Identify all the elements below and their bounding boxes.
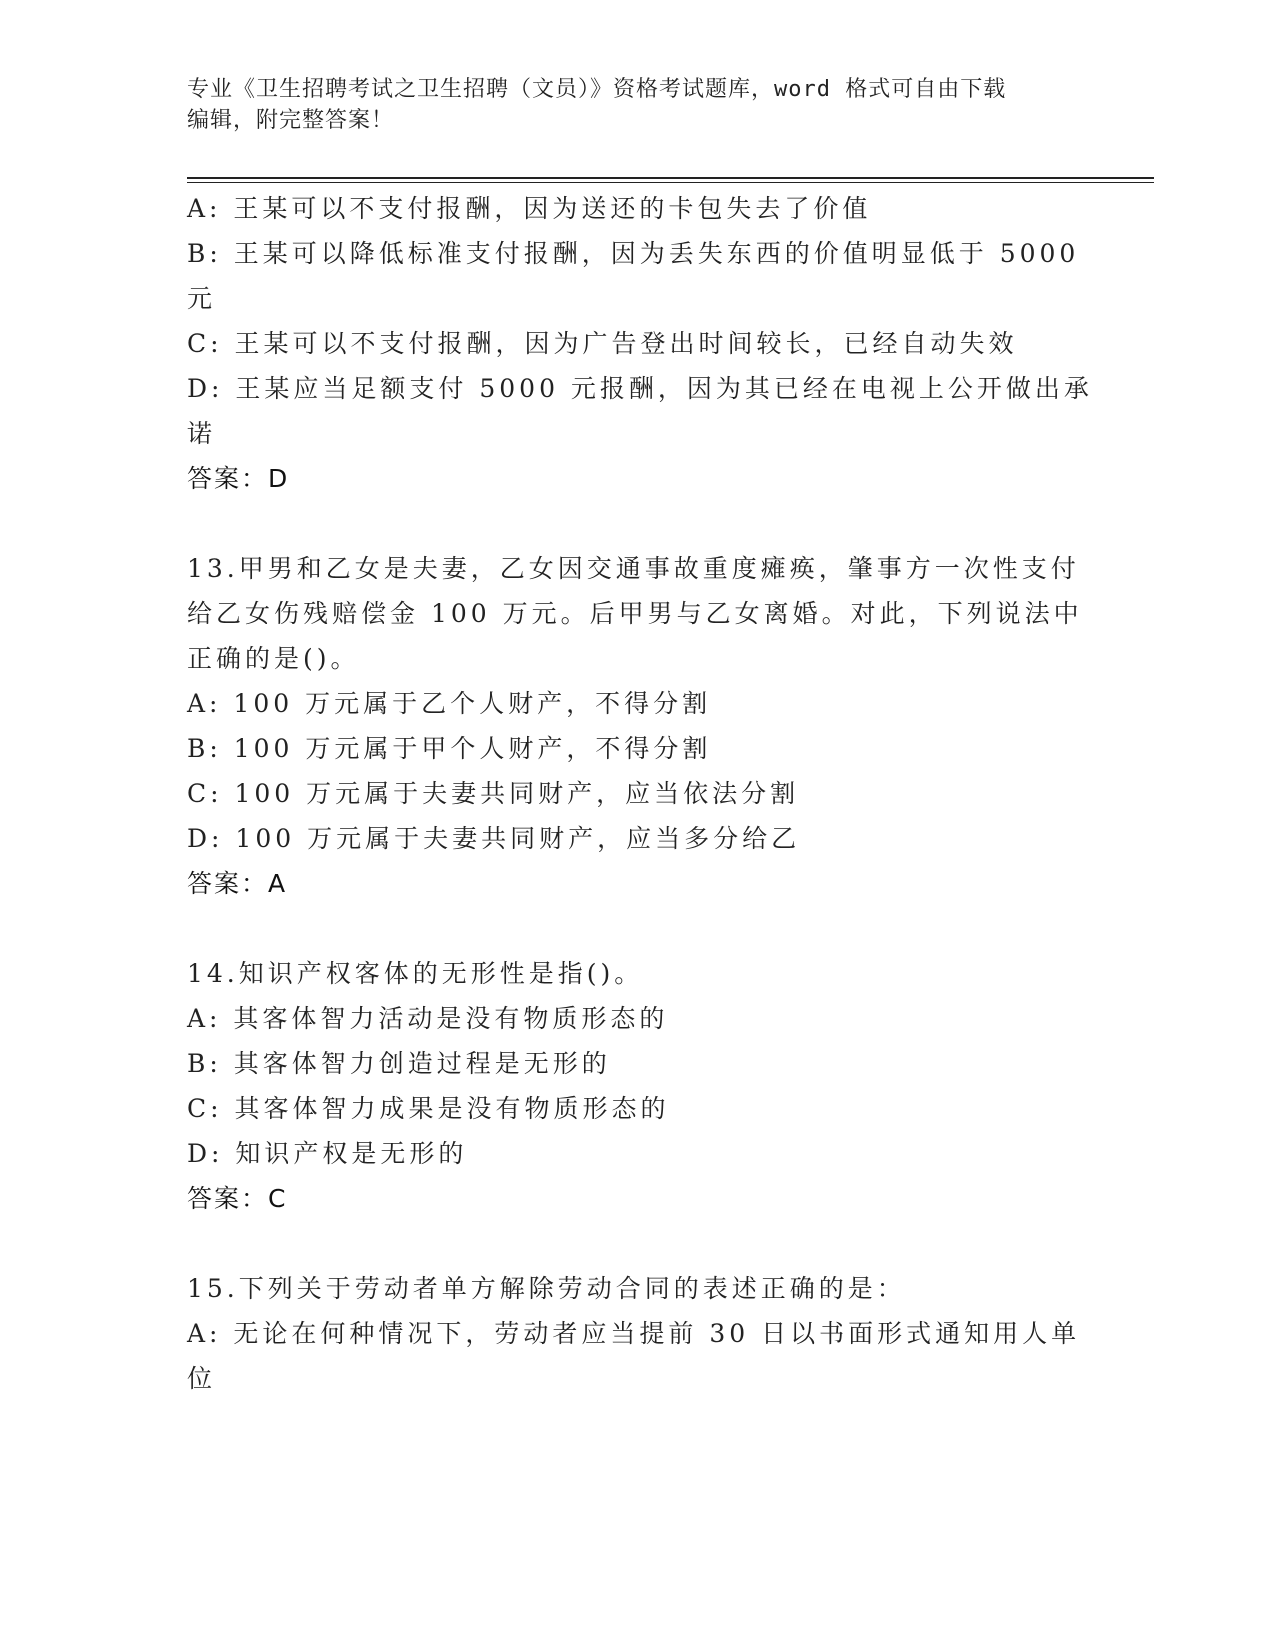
header-line-2: 编辑，附完整答案！	[187, 108, 395, 133]
option-d: D: 王某应当足额支付 5000 元报酬，因为其已经在电视上公开做出承	[187, 374, 1093, 403]
spacer	[187, 501, 1087, 546]
question-text: 14.知识产权客体的无形性是指()。	[187, 959, 644, 988]
question-12-options	[187, 186, 1093, 501]
option-a: A: 王某可以不支付报酬，因为送还的卡包失去了价值	[187, 194, 872, 223]
answer: 答案：D	[187, 464, 290, 493]
option-b: B: 其客体智力创造过程是无形的	[187, 1049, 611, 1078]
answer: 答案：A	[187, 869, 288, 898]
spacer	[187, 1221, 1087, 1266]
option-a: A: 100 万元属于乙个人财产，不得分割	[187, 689, 712, 718]
header-rule-thin	[187, 182, 1154, 183]
option-d: D: 知识产权是无形的	[187, 1139, 468, 1168]
question-13	[187, 546, 1087, 906]
option-a: A: 无论在何种情况下，劳动者应当提前 30 日以书面形式通知用人单	[187, 1319, 1081, 1348]
option-b-cont: 元	[187, 284, 217, 313]
option-c: C: 100 万元属于夫妻共同财产，应当依法分割	[187, 779, 800, 808]
option-d: D: 100 万元属于夫妻共同财产，应当多分给乙	[187, 824, 801, 853]
header-line-1: 专业《卫生招聘考试之卫生招聘（文员）》资格考试题库，word 格式可自由下载	[187, 77, 1007, 102]
spacer	[187, 906, 1087, 951]
option-a: A: 其客体智力活动是没有物质形态的	[187, 1004, 669, 1033]
answer: 答案：C	[187, 1184, 288, 1213]
option-a-cont: 位	[187, 1364, 217, 1393]
option-b: B: 100 万元属于甲个人财产，不得分割	[187, 734, 712, 763]
option-c: C: 王某可以不支付报酬，因为广告登出时间较长，已经自动失效	[187, 329, 1018, 358]
option-d-cont: 诺	[187, 419, 217, 448]
question-text: 13.甲男和乙女是夫妻，乙女因交通事故重度瘫痪，肇事方一次性支付	[187, 554, 1080, 583]
option-b: B: 王某可以降低标准支付报酬，因为丢失东西的价值明显低于 5000	[187, 239, 1080, 268]
option-c: C: 其客体智力成果是没有物质形态的	[187, 1094, 670, 1123]
question-text-cont: 给乙女伤残赔偿金 100 万元。后甲男与乙女离婚。对此，下列说法中	[187, 599, 1083, 628]
question-text: 15.下列关于劳动者单方解除劳动合同的表述正确的是：	[187, 1274, 906, 1303]
question-list	[187, 186, 1093, 1401]
question-14	[187, 951, 1087, 1221]
page-header	[187, 74, 1087, 136]
question-15	[187, 1266, 1087, 1401]
question-text-cont: 正确的是()。	[187, 644, 360, 673]
header-rule-thick	[187, 177, 1154, 179]
